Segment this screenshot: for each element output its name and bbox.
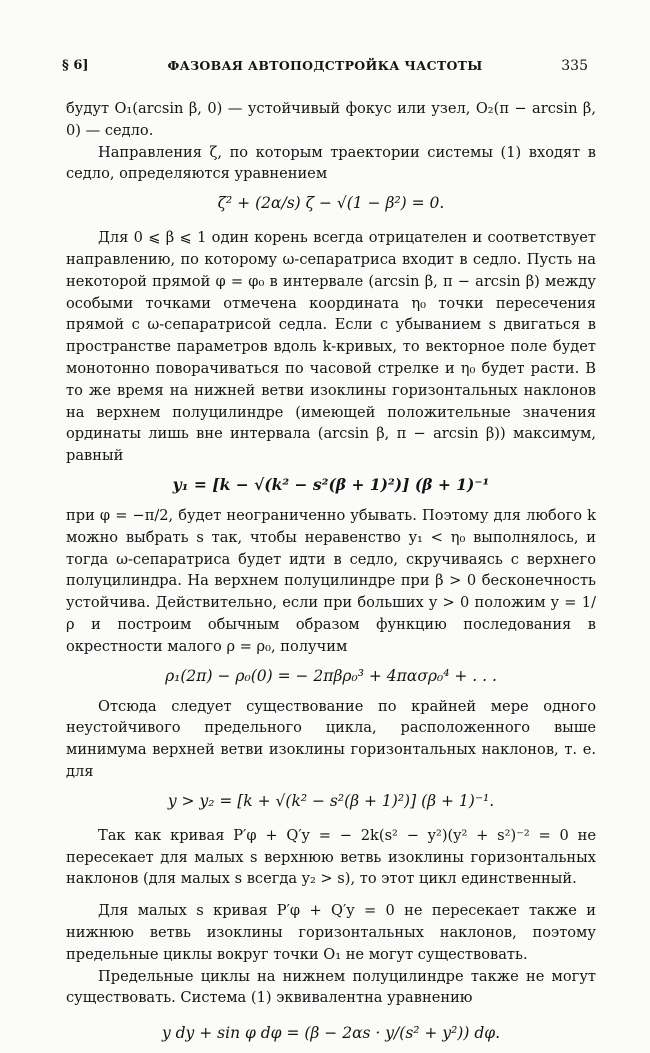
paragraph-2: Направления ζ, по которым траектории системы (1) входят в седло, определяются уравнением xyxy=(66,143,596,183)
paragraph-1: будут O₁(arcsin β, 0) — устойчивый фокус или узел, O₂(π − arcsin β, 0) — седло. xyxy=(66,100,596,139)
equation-y1: y₁ = [k − √(k² − s²(β + 1)²)] (β + 1)⁻¹ xyxy=(172,474,490,494)
paragraph-6: Так как кривая P′φ + Q′y = − 2k(s² − y²)(y² + s²)⁻² = 0 не пересекает для малых s верхнюю ветвь изоклины горизонтальных наклонов (для малых s всегда y₂ > s), то этот цикл единственный. xyxy=(66,826,596,888)
equation-zeta: ζ² + (2α/s) ζ − √(1 − β²) = 0. xyxy=(217,194,445,213)
page-number: 335 xyxy=(561,58,588,74)
paragraph-8: Предельные циклы на нижнем полуцилиндре также не могут существовать. Система (1) эквивалентна уравнению xyxy=(66,967,596,1007)
paragraph-3: Для 0 ⩽ β ⩽ 1 один корень всегда отрицателен и соответствует направлению, по которому ω-сепаратриса входит в седло. Пусть на некоторой прямой φ = φ₀ в интервале (arcsin β, π − arcsin β) между особыми точками отмечена координата η₀ точки пересечения прямой с ω-сепаратрисой седла. Если с убыванием s двигаться в пространстве параметров вдоль k-кривых, то векторное поле будет монотонно поворачиваться по часовой стрелке и η₀ будет расти. В то же время на нижней ветви изоклины горизонтальных наклонов на верхнем полуцилиндре (имеющей положительные значения ординаты лишь вне интервала (arcsin β, π − arcsin β)) максимум, равный xyxy=(66,229,596,465)
section-mark: § 6] xyxy=(62,58,89,73)
equation-y2: y > y₂ = [k + √(k² − s²(β + 1)²)] (β + 1)⁻¹. xyxy=(167,791,495,810)
equation-final: y dy + sin φ dφ = (β − 2αs · y/(s² + y²)) dφ. xyxy=(161,1024,501,1043)
paragraph-7: Для малых s кривая P′φ + Q′y = 0 не пересекает также и нижнюю ветвь изоклины горизонтальных наклонов, поэтому предельные циклы вокруг точки O₁ не могут существовать. xyxy=(66,902,596,963)
paragraph-5: Отсюда следует существование по крайней мере одного неустойчивого предельного цикла, расположенного выше минимума верхней ветви изоклины горизонтальных наклонов, т. е. для xyxy=(66,697,596,780)
running-title: ФАЗОВАЯ АВТОПОДСТРОЙКА ЧАСТОТЫ xyxy=(167,58,483,73)
page-body xyxy=(66,98,596,1053)
equation-succession: ρ₁(2π) − ρ₀(0) = − 2πβρ₀³ + 4πασρ₀⁴ + . . . xyxy=(165,666,497,685)
paragraph-4: при φ = −π/2, будет неограниченно убывать. Поэтому для любого k можно выбрать s так, чтобы неравенство y₁ < η₀ выполнялось, и тогда ω-сепаратриса будет идти в седло, скручиваясь с верхнего полуцилиндра. На верхнем полуцилиндре при β > 0 бесконечность устойчива. Действительно, если при больших y > 0 положим y = 1/ρ и построим обычным образом функцию последования в окрестности малого ρ = ρ₀, получим xyxy=(66,506,596,655)
